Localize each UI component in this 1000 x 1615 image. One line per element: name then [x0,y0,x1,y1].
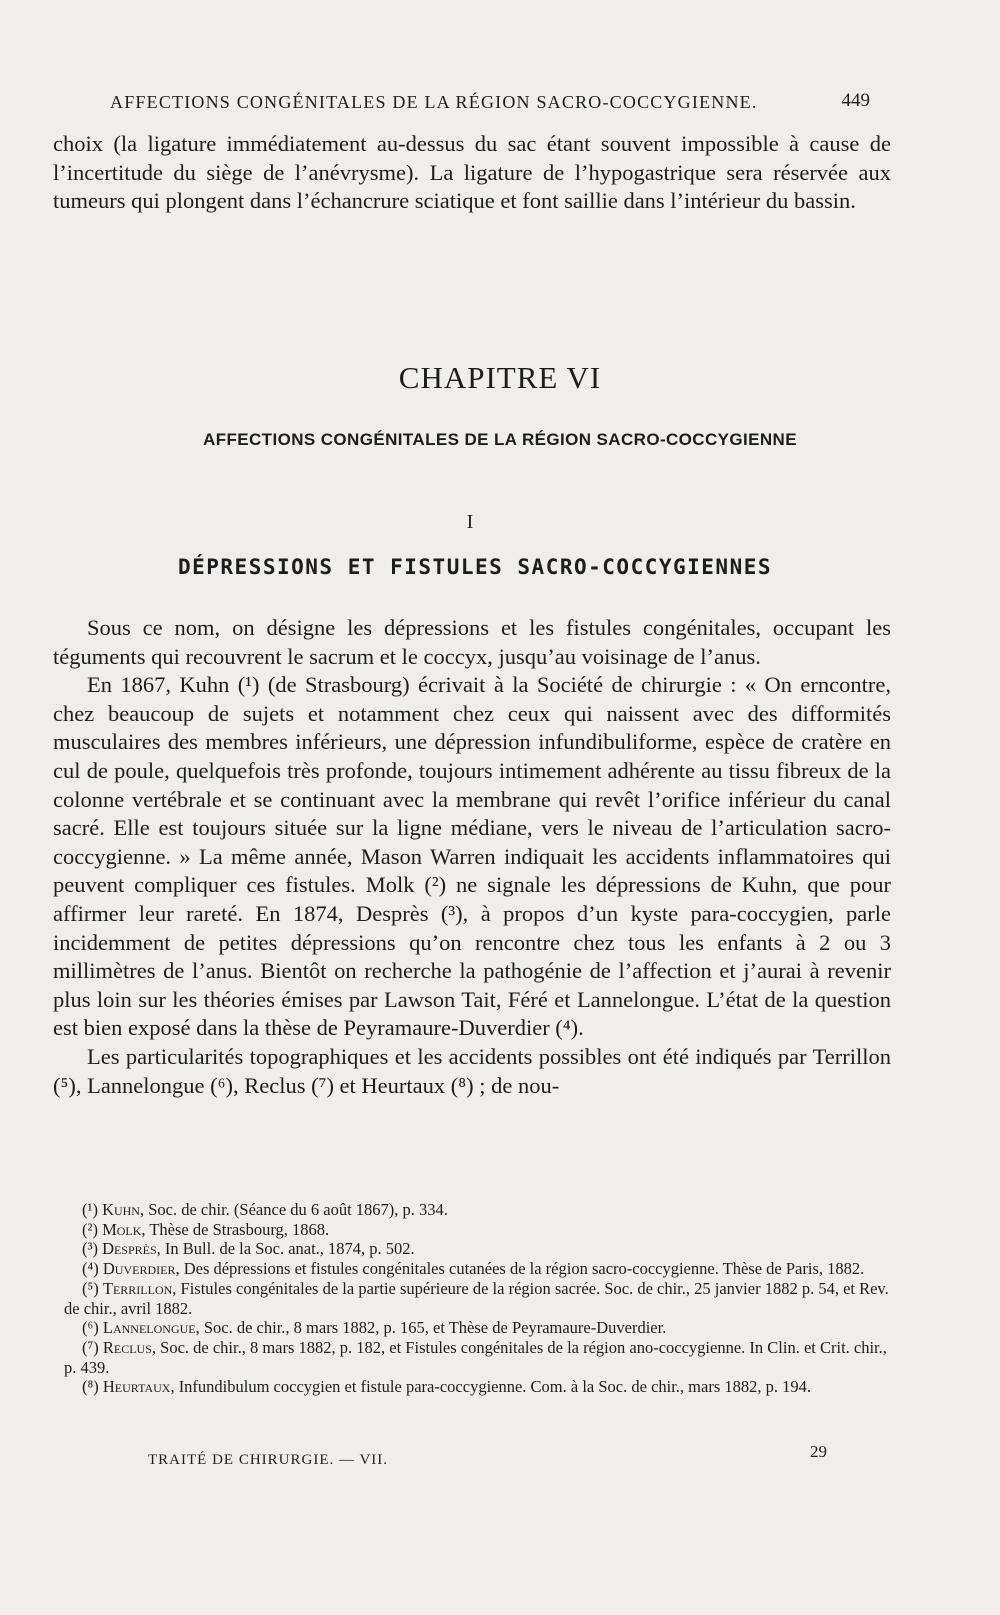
running-title: AFFECTIONS CONGÉNITALES DE LA RÉGION SACRO-COCCYGIENNE. [110,92,758,112]
chapter-title: CHAPITRE VI [398,360,602,395]
footnote-text: , In Bull. de la Soc. anat., 1874, p. 502. [156,1239,415,1259]
footnote [64,1318,894,1338]
footnote-author: Kuhn [102,1200,140,1219]
footnote-text: , Fistules congénitales de la partie supérieure de la région sacrée. Soc. de chir., 25 janvier 1882 p. 54, et Rev. de chir., avril 1882. [64,1278,889,1318]
footnote-mark: (⁶) [82,1318,99,1338]
footnote-author: Molk [102,1219,142,1239]
intro-paragraph: choix (la ligature immédiatement au-dessus du sac étant souvent impossible à cause de l’incertitude du siège de l’anévrysme). La ligature de l’hypogastrique sera réservée aux tumeurs qui plongent dans l’échancrure sciatique et font saillie dans l’intérieur du bassin. [53,131,891,214]
footnote-author: Lannelongue [102,1318,196,1338]
intro-block [53,130,891,216]
footnote-text: , Infundibulum coccygien et fistule para-coccygienne. Com. à la Soc. de chir., mars 1882, p. 194. [170,1377,812,1397]
footnote-mark: (⁵) [82,1278,99,1298]
footnote-text: , Soc. de chir., 8 mars 1882, p. 165, et Thèse de Peyramaure-Duverdier. [195,1318,667,1338]
paragraph-2: En 1867, Kuhn (¹) (de Strasbourg) écrivait à la Société de chirurgie : « On erncontre, chez beaucoup de sujets et notamment chez ceux qui naissent avec des difformités musculaires des membres inférieurs, une dépression infundibuliforme, espèce de cratère en cul de poule, quelquefois très profonde, toujours intimement adhérente au tissu fibreux de la colonne vertébrale et se continuant avec la membrane qui revêt l’orifice inférieur du canal sacré. Elle est toujours située sur la ligne médiane, vers le niveau de l’articulation sacro-coccygienne. » La même année, Mason Warren indiquait les accidents inflammatoires qui peuvent compliquer ces fistules. Molk (²) ne signale les dépressions de Kuhn, que pour affirmer leur rareté. En 1874, Desprès (³), à propos d’un kyste para-coccygien, parle incidemment de petites dépressions qu’on rencontre chez tous les enfants à 2 ou 3 millimètres de l’anus. Bientôt on recherche la pathogénie de l’affection et j’aurai à revenir plus loin sur les théories émises par Lawson Tait, Féré et Lannelongue. L’état de la question est bien exposé dans la thèse de Peyramaure-Duverdier (⁴). [53,672,891,1041]
footnote-mark: (⁷) [82,1337,99,1357]
footnote-mark: (¹) [82,1200,98,1219]
footnote-mark: (²) [82,1219,98,1239]
footnote [64,1377,894,1397]
footnote-mark: (⁴) [82,1259,99,1279]
book-title-footer: TRAITÉ DE CHIRURGIE. — VII. [148,1452,389,1468]
paragraph-3: Les particularités topographiques et les accidents possibles ont été indiqués par Terrillon (⁵), Lannelongue (⁶), Reclus (⁷) et Heurtaux (⁸) ; de nou- [53,1043,891,1098]
footnote-author: Terrillon [102,1278,173,1298]
section-number: I [466,511,474,533]
chapter-subtitle: AFFECTIONS CONGÉNITALES DE LA RÉGION SACRO-COCCYGIENNE [203,430,797,449]
paragraph-1: Sous ce nom, on désigne les dépressions et les fistules congénitales, occupant les téguments qui recouvrent le sacrum et le coccyx, jusqu’au voisinage de l’anus. [53,615,891,669]
footnote-text: , Soc. de chir. (Séance du 6 août 1867), p. 334. [139,1200,448,1219]
footnote [64,1338,894,1377]
footnote [64,1220,894,1240]
footnote [64,1259,894,1279]
footnote-text: , Thèse de Strasbourg, 1868. [141,1219,330,1239]
footnotes [64,1200,894,1397]
footnote [64,1279,894,1318]
signature-mark: 29 [810,1442,827,1461]
footnote-text: , Soc. de chir., 8 mars 1882, p. 182, et Fistules congénitales de la région ano-coccygienne. In Clin. et Crit. chir., p. 439. [64,1337,887,1377]
footnote [64,1200,894,1220]
footnote [64,1239,894,1259]
footnote-text: , Des dépressions et fistules congénitales cutanées de la région sacro-coccygienne. Thèse de Paris, 1882. [175,1259,865,1279]
footnote-author: Desprès [102,1239,157,1259]
footnote-author: Reclus [102,1337,152,1357]
running-header [110,92,870,113]
footnote-mark: (³) [82,1239,98,1259]
footnote-author: Heurtaux [102,1377,171,1397]
section-title: DÉPRESSIONS ET FISTULES SACRO-COCCYGIENNES [177,555,772,579]
footnote-author: Duverdier [102,1259,176,1279]
main-text [53,614,891,1100]
page-number: 449 [841,90,870,111]
footnote-mark: (⁸) [82,1377,99,1397]
